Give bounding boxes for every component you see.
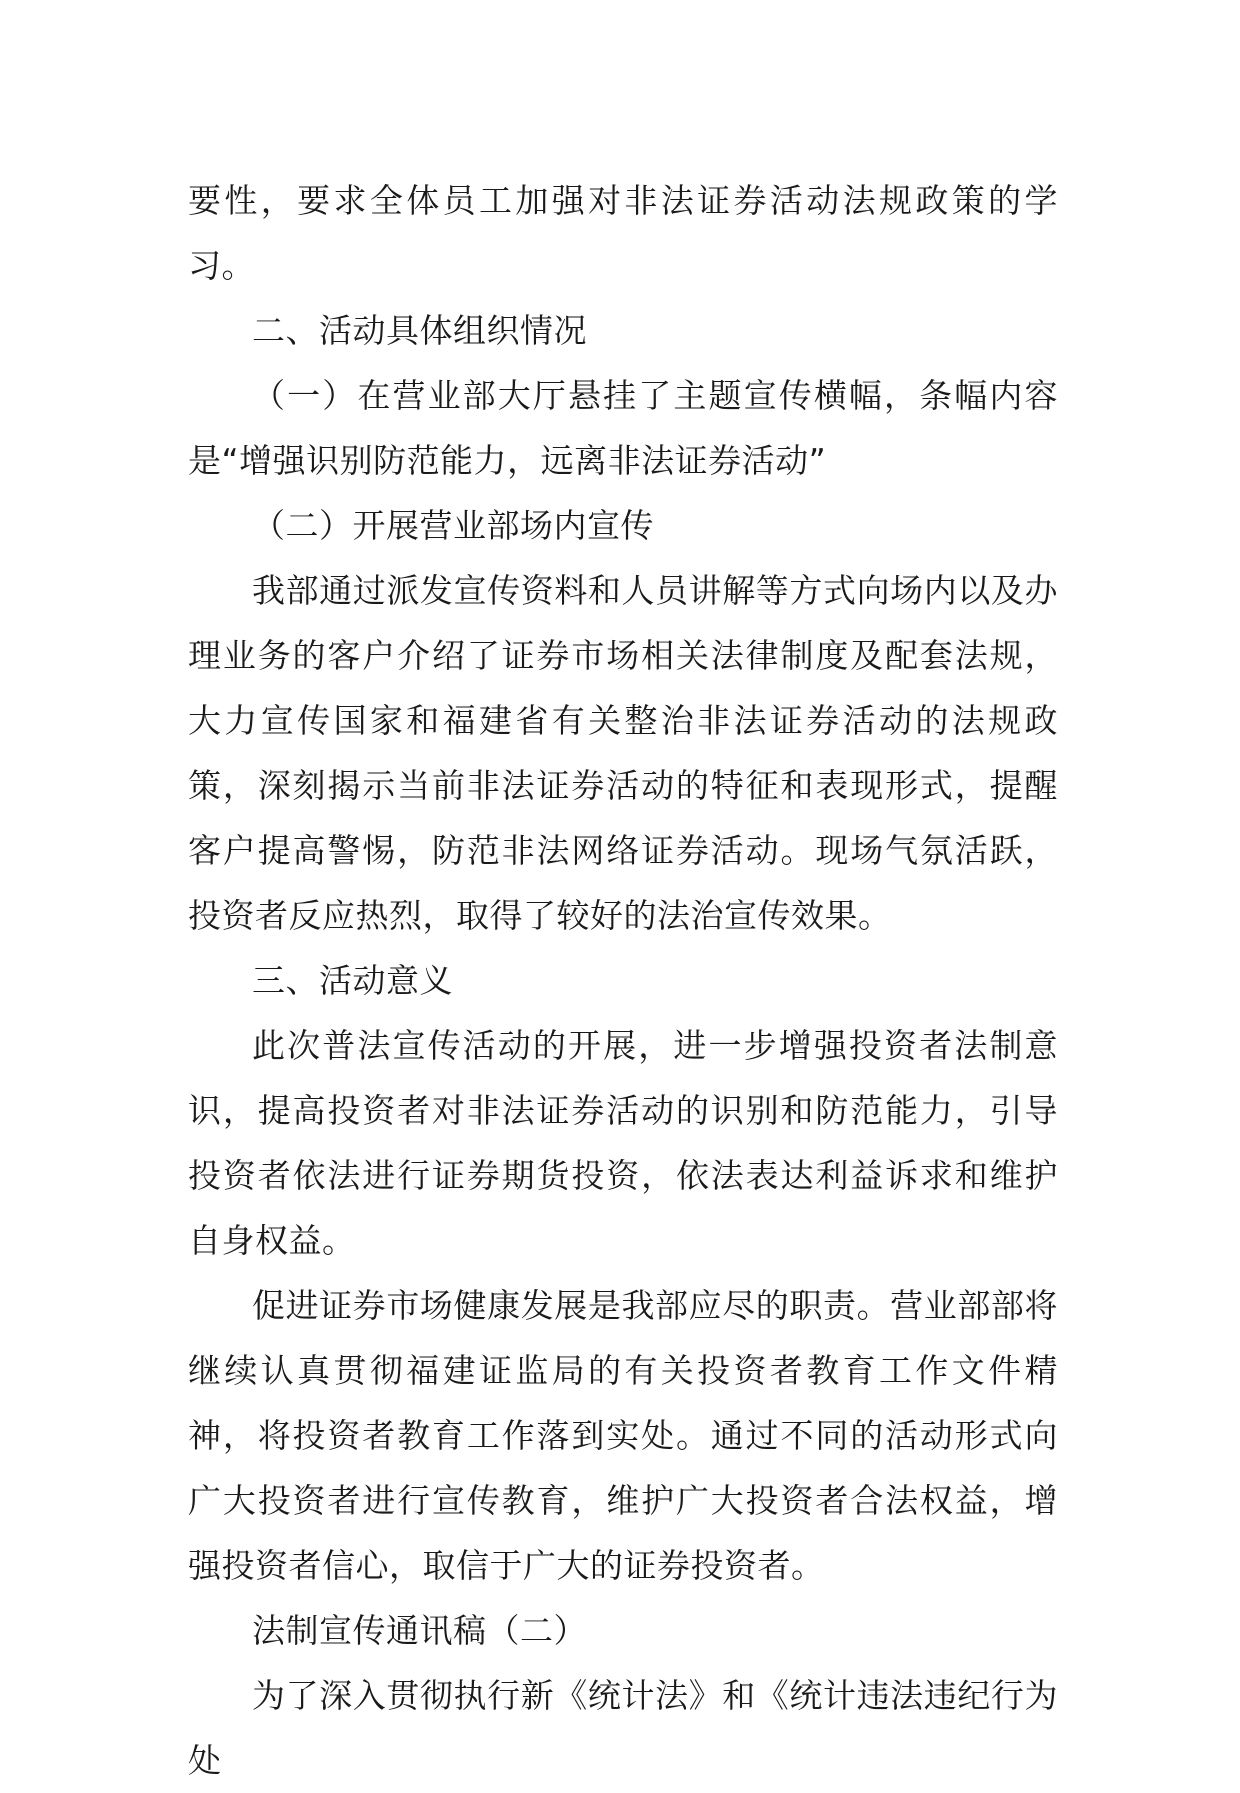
subheading-on-site-promotion: （二）开展营业部场内宣传 — [252, 506, 654, 545]
paragraph-promotion-detail: 我部通过派发宣传资料和人员讲解等方式向场内以及办理业务的客户介绍了证券市场相关法律制度及配套法规，大力宣传国家和福建省有关整治非法证券活动的法规政策，深刻揭示当前非法证券活动的特征和表现形式，提醒客户提高警惕，防范非法网络证券活动。现场气氛活跃，投资者反应热烈，取得了较好的法治宣传效果。 — [188, 571, 1058, 935]
heading-section-2: 二、活动具体组织情况 — [252, 311, 587, 350]
paragraph-banner: （一）在营业部大厅悬挂了主题宣传横幅，条幅内容是“增强识别防范能力，远离非法证券活动” — [188, 376, 1058, 480]
paragraph-1: 要性，要求全体员工加强对非法证券活动法规政策的学习。 — [188, 181, 1058, 285]
paragraph-statistics-law: 为了深入贯彻执行新《统计法》和《统计违法违纪行为处 — [188, 1676, 1058, 1780]
paragraph-responsibility: 促进证券市场健康发展是我部应尽的职责。营业部部将继续认真贯彻福建证监局的有关投资者教育工作文件精神，将投资者教育工作落到实处。通过不同的活动形式向广大投资者进行宣传教育，维护广大投资者合法权益，增强投资者信心，取信于广大的证券投资者。 — [188, 1286, 1058, 1585]
heading-section-3: 三、活动意义 — [252, 961, 453, 1000]
document-body — [188, 168, 1058, 1793]
heading-article-2: 法制宣传通讯稿（二） — [252, 1611, 587, 1650]
paragraph-significance: 此次普法宣传活动的开展，进一步增强投资者法制意识，提高投资者对非法证券活动的识别和防范能力，引导投资者依法进行证券期货投资，依法表达利益诉求和维护自身权益。 — [188, 1026, 1058, 1260]
